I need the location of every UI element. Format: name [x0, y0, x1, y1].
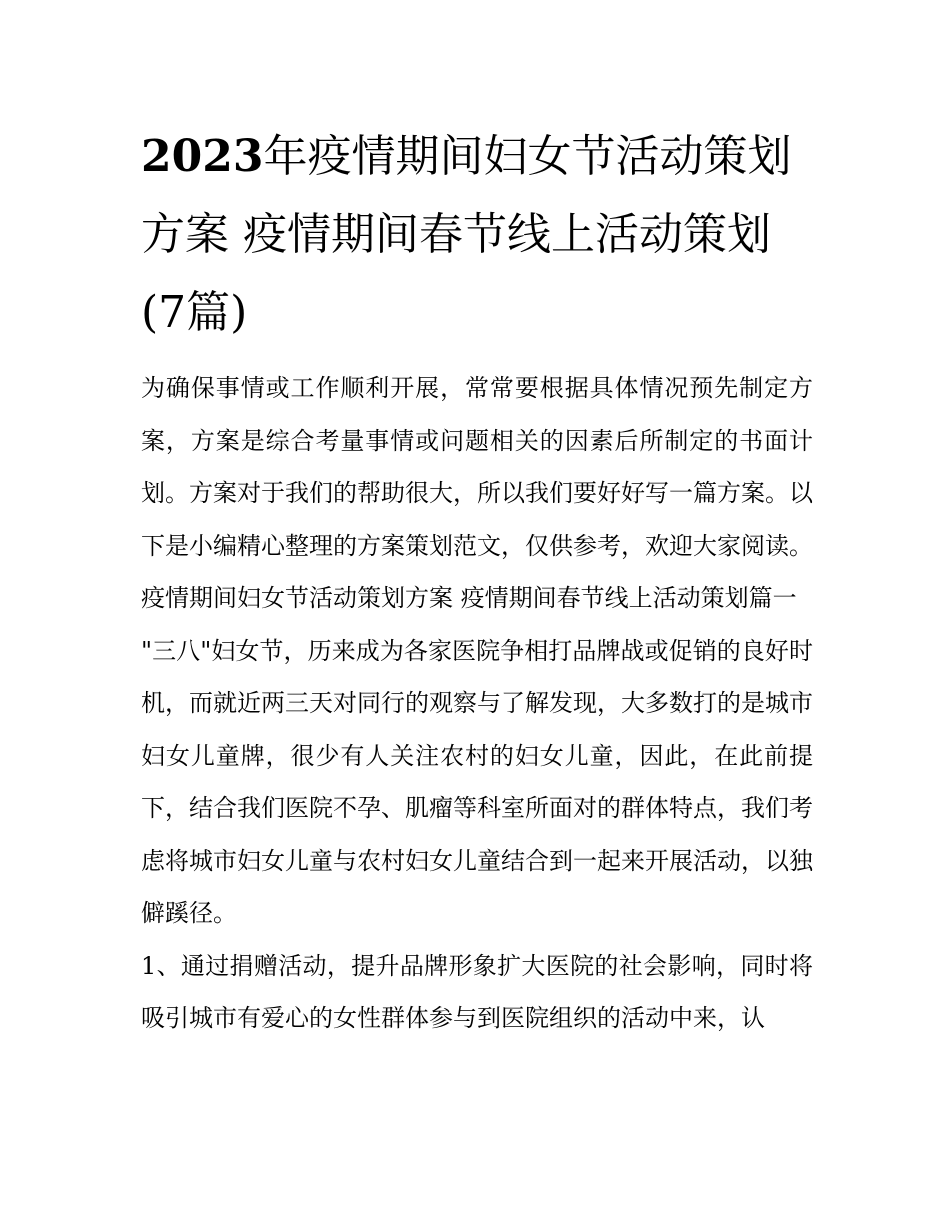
- document-page: [141, 118, 813, 1045]
- document-title: 2023年疫情期间妇女节活动策划方案 疫情期间春节线上活动策划(7篇): [141, 131, 792, 338]
- list-item-paragraph: 1、通过捐赠活动，提升品牌形象扩大医院的社会影响，同时将吸引城市有爱心的女性群体参与到医院组织的活动中来，认: [141, 951, 813, 1032]
- intro-paragraph: 为确保事情或工作顺利开展，常常要根据具体情况预先制定方案，方案是综合考量事情或问题相关的因素后所制定的书面计划。方案对于我们的帮助很大，所以我们要好好写一篇方案。以下是小编精心整理的方案策划范文，仅供参考，欢迎大家阅读。: [141, 374, 813, 560]
- section-heading: 疫情期间妇女节活动策划方案 疫情期间春节线上活动策划篇一: [141, 584, 797, 612]
- body-paragraph: "三八"妇女节，历来成为各家医院争相打品牌战或促销的良好时机，而就近两三天对同行的观察与了解发现，大多数打的是城市妇女儿童牌，很少有人关注农村的妇女儿童，因此，在此前提下，结合我们医院不孕、肌瘤等科室所面对的群体特点，我们考虑将城市妇女儿童与农村妇女儿童结合到一起来开展活动，以独僻蹊径。: [141, 636, 813, 927]
- title-year: 2023: [141, 131, 264, 182]
